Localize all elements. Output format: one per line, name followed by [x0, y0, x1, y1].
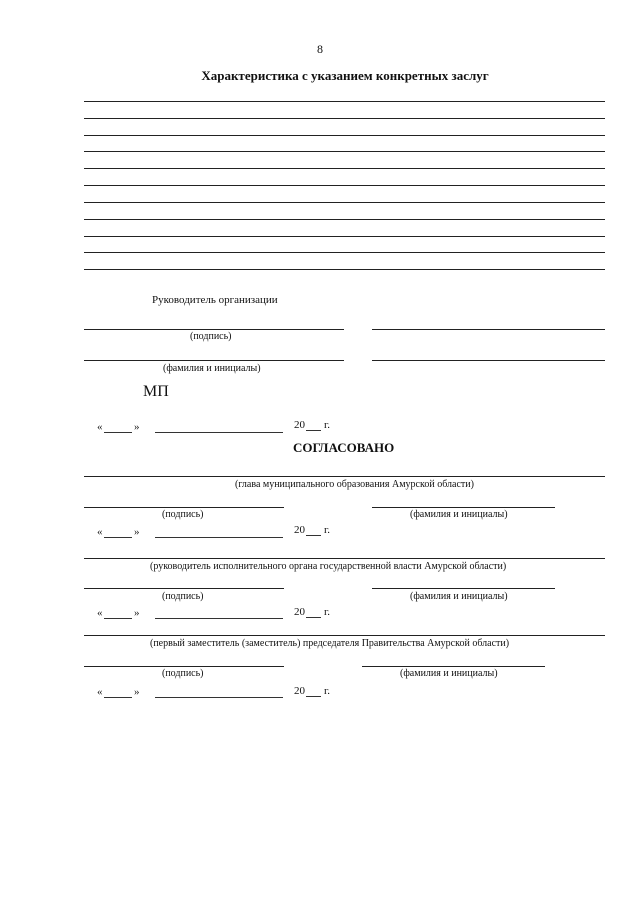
head-extra-line-1[interactable] [372, 329, 605, 330]
approver-name-caption: (фамилия и инициалы) [400, 668, 498, 679]
text-line[interactable] [84, 219, 605, 220]
year-suffix: г. [324, 606, 331, 618]
text-line[interactable] [84, 168, 605, 169]
approver-name-line[interactable] [372, 507, 555, 508]
day-field[interactable] [104, 618, 132, 619]
approver-name-caption: (фамилия и инициалы) [410, 591, 508, 602]
approver-role-caption: (руководитель исполнительного органа государственной власти Амурской области) [150, 561, 507, 572]
head-label: Руководитель организации [152, 294, 278, 306]
approver-role-caption: (глава муниципального образования Амурской области) [235, 479, 474, 490]
head-signature-line[interactable] [84, 329, 344, 330]
year-field[interactable] [306, 535, 321, 536]
approver-role-line[interactable] [84, 635, 605, 636]
close-quote: » [134, 686, 140, 698]
approver-name-caption: (фамилия и инициалы) [410, 509, 508, 520]
text-line[interactable] [84, 202, 605, 203]
approved-label: СОГЛАСОВАНО [293, 440, 395, 455]
approver-name-line[interactable] [372, 588, 555, 589]
text-line[interactable] [84, 185, 605, 186]
head-extra-line-2[interactable] [372, 360, 605, 361]
month-field[interactable] [155, 537, 283, 538]
text-line[interactable] [84, 151, 605, 152]
approver-role-line[interactable] [84, 558, 605, 559]
year-suffix: г. [324, 419, 331, 431]
year-field[interactable] [306, 617, 321, 618]
head-name-caption: (фамилия и инициалы) [163, 363, 261, 374]
open-quote: « [97, 526, 103, 538]
day-field[interactable] [104, 697, 132, 698]
day-field[interactable] [104, 432, 132, 433]
year-prefix: 20 [294, 419, 305, 431]
head-signature-caption: (подпись) [190, 331, 232, 342]
text-line[interactable] [84, 118, 605, 119]
month-field[interactable] [155, 618, 283, 619]
year-field[interactable] [306, 696, 321, 697]
approver-signature-line[interactable] [84, 666, 284, 667]
document-title: Характеристика с указанием конкретных заслуг [201, 68, 489, 83]
text-line[interactable] [84, 135, 605, 136]
stamp-label: МП [143, 383, 169, 400]
close-quote: » [134, 607, 140, 619]
approver-signature-line[interactable] [84, 507, 284, 508]
text-line[interactable] [84, 252, 605, 253]
day-field[interactable] [104, 537, 132, 538]
page-number: 8 [317, 42, 323, 56]
year-field[interactable] [306, 430, 321, 431]
approver-signature-caption: (подпись) [162, 591, 204, 602]
year-prefix: 20 [294, 685, 305, 697]
year-prefix: 20 [294, 524, 305, 536]
head-name-line[interactable] [84, 360, 344, 361]
open-quote: « [97, 607, 103, 619]
approver-role-caption: (первый заместитель (заместитель) председателя Правительства Амурской области) [150, 638, 510, 649]
approver-role-line[interactable] [84, 476, 605, 477]
year-suffix: г. [324, 685, 331, 697]
open-quote: « [97, 686, 103, 698]
open-quote: « [97, 421, 103, 433]
approver-signature-caption: (подпись) [162, 509, 204, 520]
close-quote: » [134, 526, 140, 538]
text-line[interactable] [84, 101, 605, 102]
year-suffix: г. [324, 524, 331, 536]
approver-signature-caption: (подпись) [162, 668, 204, 679]
year-prefix: 20 [294, 606, 305, 618]
text-line[interactable] [84, 236, 605, 237]
text-line[interactable] [84, 269, 605, 270]
month-field[interactable] [155, 432, 283, 433]
month-field[interactable] [155, 697, 283, 698]
approver-signature-line[interactable] [84, 588, 284, 589]
approver-name-line[interactable] [362, 666, 545, 667]
close-quote: » [134, 421, 140, 433]
